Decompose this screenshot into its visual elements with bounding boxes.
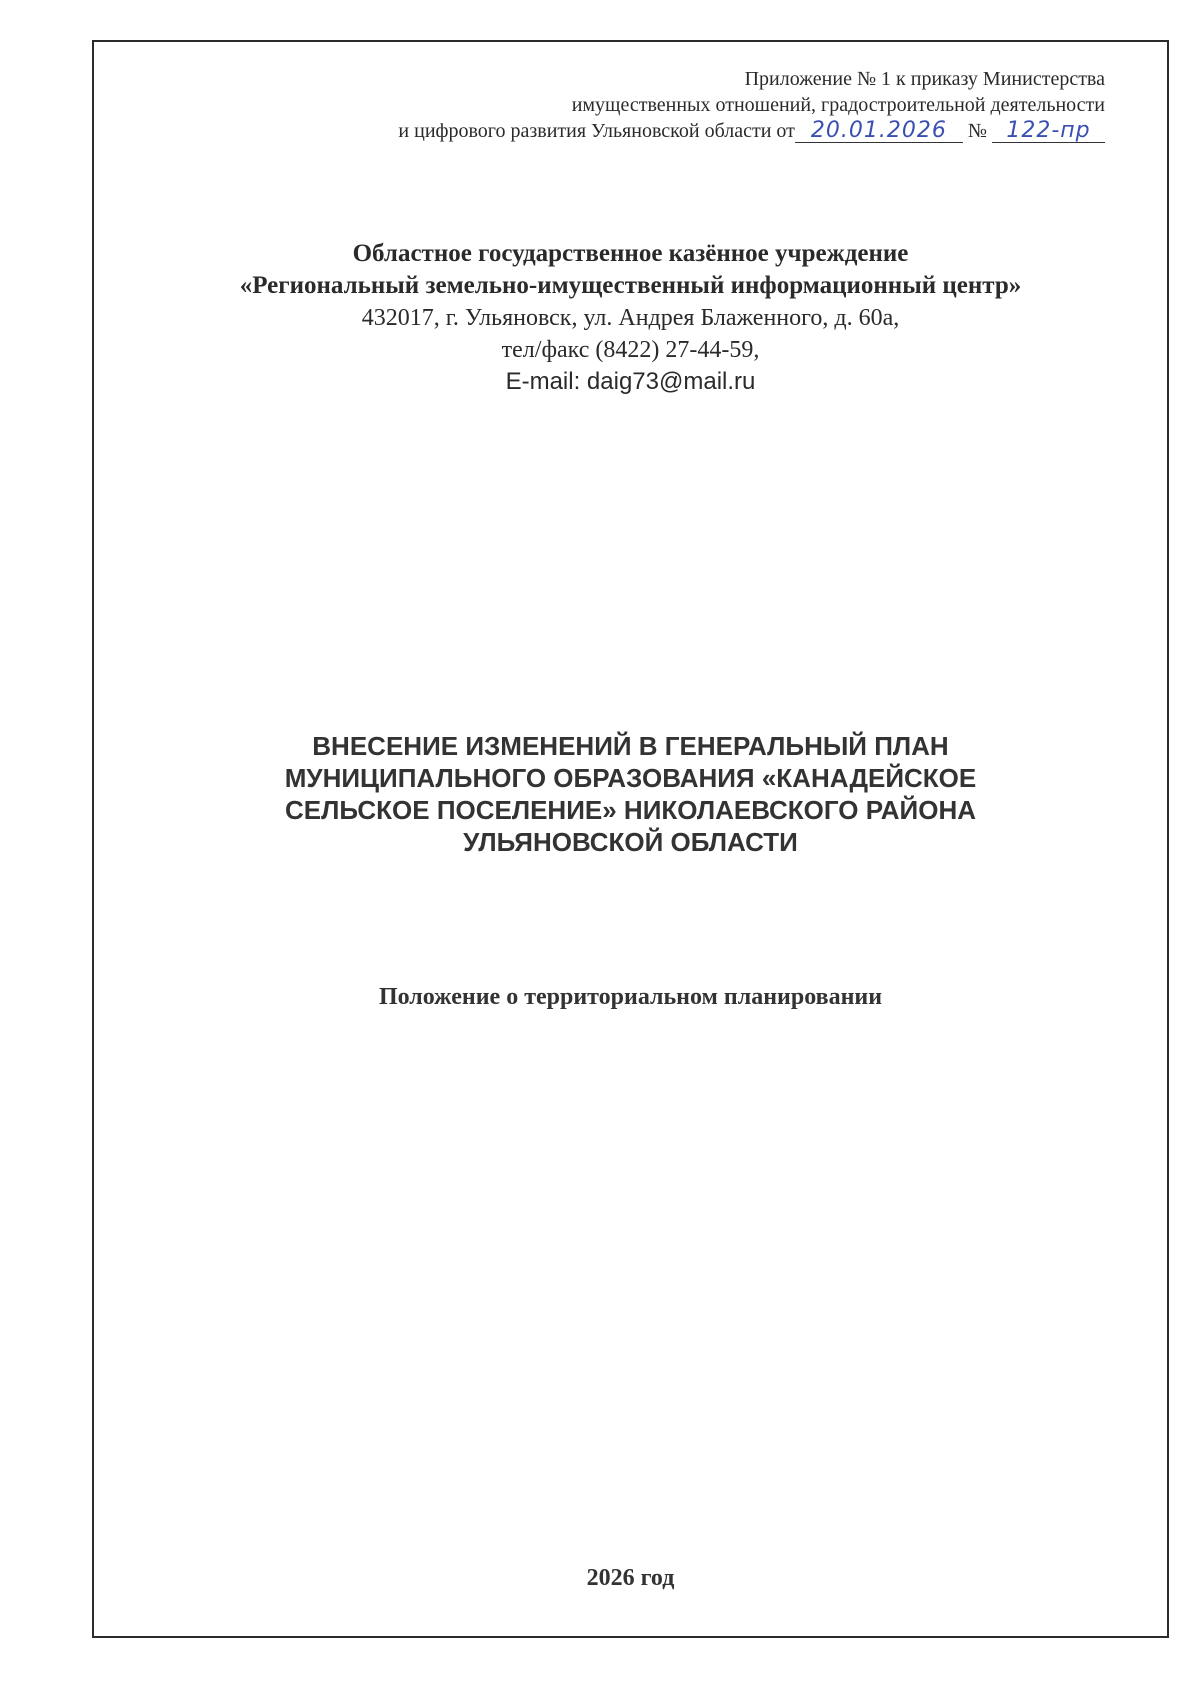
org-email: E-mail: daig73@mail.ru	[505, 368, 756, 395]
handwritten-date: 20.01.2026	[810, 118, 947, 143]
org-name: «Региональный земельно-имущественный информационный центр»	[239, 272, 1022, 299]
document-title	[94, 730, 1167, 858]
document-year: 2026 год	[586, 1565, 675, 1591]
number-sign: №	[967, 120, 987, 142]
title-line-3: СЕЛЬСКОЕ ПОСЕЛЕНИЕ» НИКОЛАЕВСКОГО РАЙОНА	[284, 795, 976, 825]
title-line-4: УЛЬЯНОВСКОЙ ОБЛАСТИ	[463, 827, 798, 857]
handwritten-number: 122-пр	[1006, 118, 1091, 143]
appendix-line-3	[325, 118, 1105, 144]
org-phone: тел/факс (8422) 27-44-59,	[501, 337, 760, 363]
appendix-header	[325, 66, 1105, 144]
title-line-2: МУНИЦИПАЛЬНОГО ОБРАЗОВАНИЯ «КАНАДЕЙСКОЕ	[284, 763, 977, 793]
appendix-line-2: имущественных отношений, градостроительной деятельности	[571, 94, 1105, 116]
page-border-frame	[92, 40, 1169, 1638]
title-line-1: ВНЕСЕНИЕ ИЗМЕНЕНИЙ В ГЕНЕРАЛЬНЫЙ ПЛАН	[312, 731, 949, 761]
appendix-line-3-text: и цифрового развития Ульяновской области от	[398, 120, 795, 142]
document-subtitle: Положение о территориальном планировании	[378, 984, 883, 1010]
org-address: 432017, г. Ульяновск, ул. Андрея Блаженного, д. 60а,	[361, 305, 900, 331]
organization-block	[94, 238, 1167, 398]
appendix-line-1: Приложение № 1 к приказу Министерства	[744, 68, 1105, 90]
order-date-field	[795, 120, 963, 143]
org-type: Областное государственное казённое учреждение	[352, 240, 909, 267]
order-number-field	[992, 120, 1105, 143]
